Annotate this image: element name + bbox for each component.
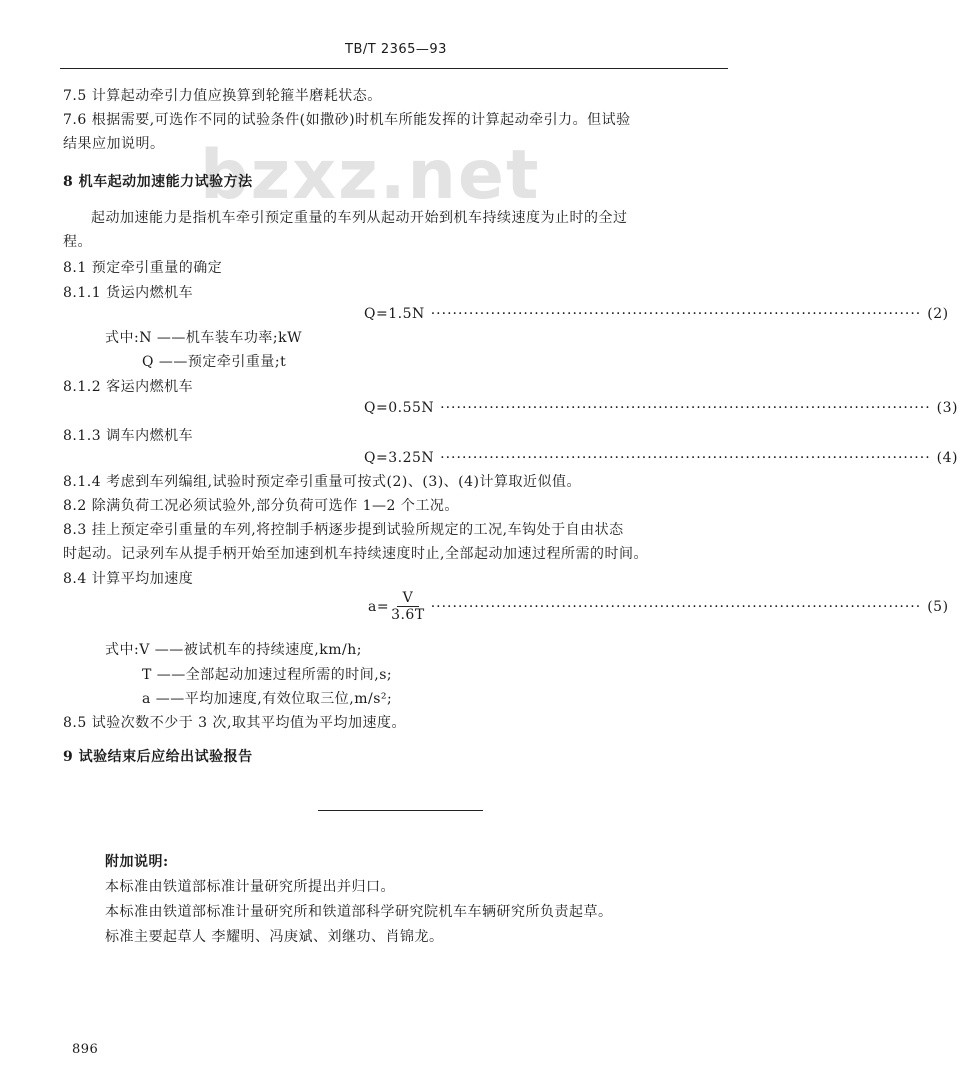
clause-8-3-line1: 8.3 挂上预定牵引重量的车列,将控制手柄逐步提到试验所规定的工况,车钩处于自由状态 [63, 522, 624, 538]
equation-5-denominator: 3.6T [391, 607, 425, 623]
equation-4-expression: Q=3.25N [364, 450, 435, 466]
header-code: TB/T 2365—93 [345, 42, 447, 57]
watermark: bzxz.net [200, 136, 541, 215]
appendix-line-2: 本标准由铁道部标准计量研究所和铁道部科学研究院机车车辆研究所负责起草。 [105, 904, 613, 920]
dot-leader: ·························································································· [430, 598, 922, 615]
appendix-line-1: 本标准由铁道部标准计量研究所提出并归口。 [105, 879, 395, 895]
equation-2-number: (2) [927, 306, 949, 322]
clause-8-4: 8.4 计算平均加速度 [63, 571, 194, 587]
section-8-para-line2: 程。 [63, 234, 92, 250]
definition-v: 式中:V ——被试机车的持续速度,km/h; [105, 642, 362, 658]
equation-5-fraction [391, 590, 425, 623]
clause-8-1-1: 8.1.1 货运内燃机车 [63, 285, 194, 301]
dot-leader: ·························································································· [440, 450, 931, 466]
equation-2-expression: Q=1.5N [364, 306, 425, 322]
equation-4 [364, 448, 958, 468]
clause-8-1-2: 8.1.2 客运内燃机车 [63, 379, 194, 395]
clause-8-2: 8.2 除满负荷工况必须试验外,部分负荷可选作 1—2 个工况。 [63, 498, 459, 514]
equation-5-numerator: V [397, 590, 420, 607]
clause-7-5: 7.5 计算起动牵引力值应换算到轮箍半磨耗状态。 [63, 88, 382, 104]
header-rule [60, 68, 728, 69]
equation-3 [364, 398, 958, 418]
definition-q: Q ——预定牵引重量;t [142, 354, 287, 370]
clause-8-5: 8.5 试验次数不少于 3 次,取其平均值为平均加速度。 [63, 715, 406, 731]
section-8-heading: 8 机车起动加速能力试验方法 [63, 174, 253, 190]
equation-3-number: (3) [936, 400, 958, 416]
definition-n: 式中:N ——机车装车功率;kW [105, 330, 303, 346]
clause-8-1-3: 8.1.3 调车内燃机车 [63, 428, 194, 444]
equation-5-lhs: a= [368, 598, 390, 615]
equation-5 [368, 590, 949, 623]
equation-2 [364, 304, 949, 324]
clause-8-3-line2: 时起动。记录列车从提手柄开始至加速到机车持续速度时止,全部起动加速过程所需的时间。 [63, 546, 648, 562]
separator-rule [318, 810, 483, 811]
clause-7-6-line1: 7.6 根据需要,可选作不同的试验条件(如撒砂)时机车所能发挥的计算起动牵引力。但试验 [63, 112, 631, 128]
section-9-heading: 9 试验结束后应给出试验报告 [63, 749, 253, 765]
definition-t: T ——全部起动加速过程所需的时间,s; [142, 667, 393, 683]
clause-8-1-4: 8.1.4 考虑到车列编组,试验时预定牵引重量可按式(2)、(3)、(4)计算取近似值。 [63, 474, 582, 490]
dot-leader: ·························································································· [430, 306, 922, 322]
appendix-title: 附加说明: [105, 854, 169, 870]
equation-4-number: (4) [936, 450, 958, 466]
appendix-line-3: 标准主要起草人 李耀明、冯庚斌、刘继功、肖锦龙。 [105, 929, 444, 945]
section-8-para-line1: 起动加速能力是指机车牵引预定重量的车列从起动开始到机车持续速度为止时的全过 [91, 210, 628, 226]
page-number: 896 [72, 1042, 99, 1057]
equation-3-expression: Q=0.55N [364, 400, 435, 416]
equation-5-number: (5) [927, 598, 949, 615]
definition-a: a ——平均加速度,有效位取三位,m/s²; [142, 691, 393, 707]
dot-leader: ·························································································· [440, 400, 931, 416]
clause-8-1: 8.1 预定牵引重量的确定 [63, 260, 223, 276]
clause-7-6-line2: 结果应加说明。 [63, 136, 165, 152]
